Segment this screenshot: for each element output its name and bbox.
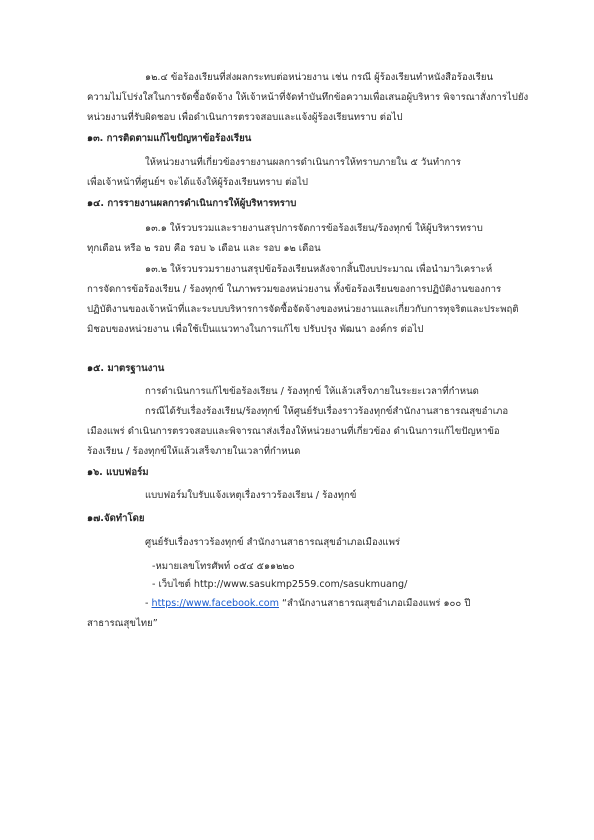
clause-13-2-line-2: การจัดการข้อร้องเรียน / ร้องทุกข์ ในภาพรวมของหน่วยงาน ทั้งข้อร้องเรียนของการปฏิบัติงานของการ (87, 284, 502, 295)
section-16-line-1: แบบฟอร์มใบรับแจ้งเหตุเรื่องราวร้องเรียน / ร้องทุกข์ (145, 490, 357, 501)
section-16-heading: ๑๖. แบบฟอร์ม (87, 467, 149, 478)
contact-facebook-line (145, 598, 470, 610)
clause-12-4-line-1: ๑๒.๔ ข้อร้องเรียนที่ส่งผลกระทบต่อหน่วยงาน เช่น กรณี ผู้ร้องเรียนทำหนังสือร้องเรียน (145, 72, 494, 83)
clause-13-1-line-1: ๑๓.๑ ให้รวบรวมและรายงานสรุปการจัดการข้อร้องเรียน/ร้องทุกข์ ให้ผู้บริหารทราบ (145, 223, 483, 234)
contact-facebook-line-2: สาธารณสุขไทย” (87, 618, 158, 629)
section-15-heading: ๑๕. มาตรฐานงาน (87, 363, 165, 374)
facebook-prefix: - (145, 598, 152, 609)
clause-13-2-line-3: ปฏิบัติงานของเจ้าหน้าที่และระบบบริหารการจัดซื้อจัดจ้างของหน่วยงานและเกี่ยวกับการทุจริตและประพฤติ (87, 304, 519, 315)
contact-website: - เว็บไซต์ http://www.sasukmp2559.com/sasukmuang/ (152, 579, 408, 590)
facebook-link[interactable]: https://www.facebook.com (151, 598, 279, 609)
facebook-page-name: “สำนักงานสาธารณสุขอำเภอเมืองแพร่ ๑๐๐ ปี (278, 598, 471, 609)
section-17-heading: ๑๗.จัดทำโดย (87, 513, 145, 524)
section-13-line-2: เพื่อเจ้าหน้าที่ศูนย์ฯ จะได้แจ้งให้ผู้ร้องเรียนทราบ ต่อไป (87, 177, 309, 188)
clause-13-2-line-4: มิชอบของหน่วยงาน เพื่อใช้เป็นแนวทางในการแก้ไข ปรับปรุง พัฒนา องค์กร ต่อไป (87, 324, 424, 335)
clause-13-1-line-2: ทุกเดือน หรือ ๒ รอบ คือ รอบ ๖ เดือน และ รอบ ๑๒ เดือน (87, 243, 321, 254)
section-15-line-3: เมืองแพร่ ดำเนินการตรวจสอบและพิจารณาส่งเรื่องให้หน่วยงานที่เกี่ยวข้อง ดำเนินการแก้ไขปัญหาข้อ (87, 426, 500, 437)
section-15-line-1: การดำเนินการแก้ไขข้อร้องเรียน / ร้องทุกข์ ให้แล้วเสร็จภายในระยะเวลาที่กำหนด (145, 386, 479, 397)
section-13-heading: ๑๓. การติดตามแก้ไขปัญหาข้อร้องเรียน (87, 133, 252, 144)
contact-phone: -หมายเลขโทรศัพท์ ๐๕๔ ๕๑๑๒๒๐ (152, 561, 295, 572)
clause-12-4-line-2: ความไม่โปร่งใสในการจัดซื้อจัดจ้าง ให้เจ้าหน้าที่จัดทำบันทึกข้อความเพื่อเสนอผู้บริหาร พิจารณาสั่งการไปยัง (87, 92, 529, 103)
clause-12-4-line-3: หน่วยงานที่รับผิดชอบ เพื่อดำเนินการตรวจสอบและแจ้งผู้ร้องเรียนทราบ ต่อไป (87, 112, 403, 123)
section-17-org-name: ศูนย์รับเรื่องราวร้องทุกข์ สำนักงานสาธารณสุขอำเภอเมืองแพร่ (145, 537, 401, 548)
section-14-heading: ๑๔. การรายงานผลการดำเนินการให้ผู้บริหารทราบ (87, 198, 297, 209)
clause-13-2-line-1: ๑๓.๒ ให้รวบรวมรายงานสรุปข้อร้องเรียนหลังจากสิ้นปีงบประมาณ เพื่อนำมาวิเคราะห์ (145, 264, 493, 275)
section-15-line-2: กรณีได้รับเรื่องร้องเรียน/ร้องทุกข์ ให้ศูนย์รับเรื่องราวร้องทุกข์สำนักงานสาธารณสุขอำเภอ (145, 406, 509, 417)
section-15-line-4: ร้องเรียน / ร้องทุกข์ให้แล้วเสร็จภายในเวลาที่กำหนด (87, 446, 301, 457)
section-13-line-1: ให้หน่วยงานที่เกี่ยวข้องรายงานผลการดำเนินการให้ทราบภายใน ๕ วันทำการ (145, 157, 461, 168)
